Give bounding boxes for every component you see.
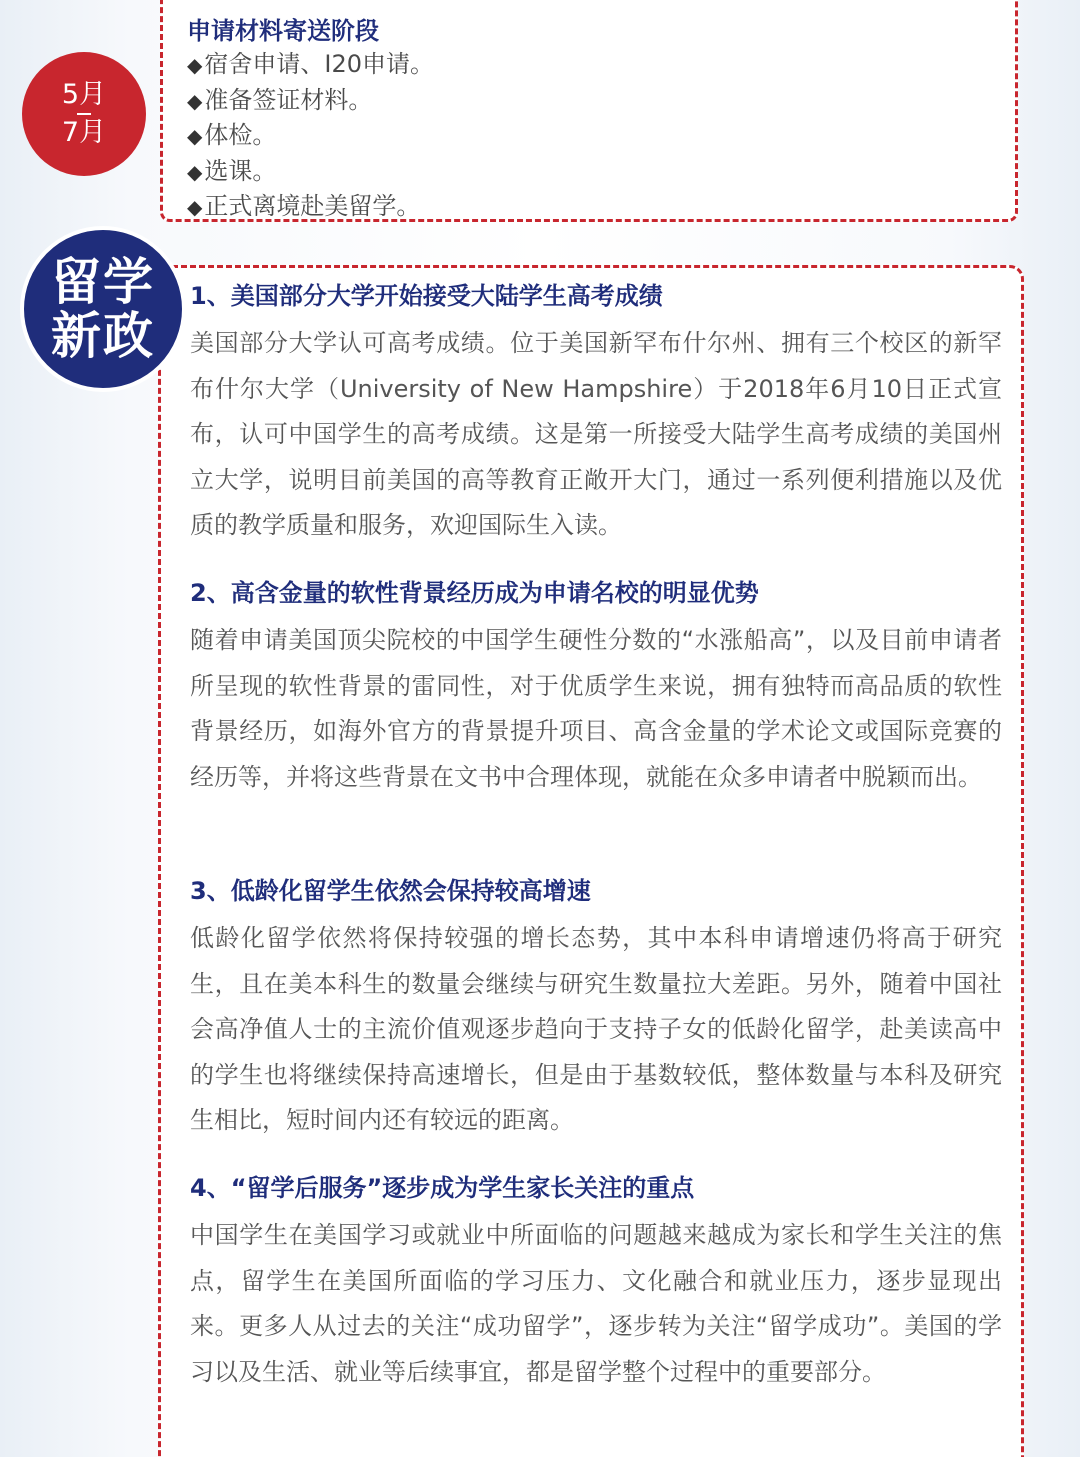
list-item-text: 宿舍申请、I20申请。	[204, 50, 435, 78]
list-item	[187, 154, 434, 190]
list-item	[187, 118, 434, 154]
policy-badge-line1: 留学	[51, 253, 155, 311]
list-item	[187, 47, 434, 83]
policy-badge	[20, 226, 186, 392]
section-body: 低龄化留学依然将保持较强的增长态势，其中本科申请增速仍将高于研究生，且在美本科生的数量会继续与研究生数量拉大差距。另外，随着中国社会高净值人士的主流价值观逐步趋向于支持子女的低龄化留学，赴美读高中的学生也将继续保持高速增长，但是由于基数较低，整体数量与本科及研究生相比，短时间内还有较远的距离。	[190, 924, 1002, 1135]
date-start: 5月	[61, 79, 107, 111]
diamond-bullet-icon: ◆	[187, 124, 203, 148]
section-title: 1、美国部分大学开始接受大陆学生高考成绩	[190, 282, 663, 310]
diamond-bullet-icon: ◆	[187, 88, 203, 113]
policy-badge-line2: 新政	[51, 307, 155, 365]
policy-section-3	[190, 874, 1002, 1144]
list-item-text: 准备签证材料。	[204, 85, 373, 114]
section-title: 3、低龄化留学生依然会保持较高增速	[190, 877, 591, 905]
section-title: 2、高含金量的软性背景经历成为申请名校的明显优势	[190, 579, 759, 607]
schedule-title: 申请材料寄送阶段	[187, 17, 379, 45]
section-body: 中国学生在美国学习或就业中所面临的问题越来越成为家长和学生关注的焦点，留学生在美国所面临的学习压力、文化融合和就业压力，逐步显现出来。更多人从过去的关注“成功留学”，逐步转为关注“留学成功”。美国的学习以及生活、就业等后续事宜，都是留学整个过程中的重要部分。	[190, 1221, 1002, 1386]
policy-section-4	[190, 1171, 1002, 1395]
diamond-bullet-icon: ◆	[187, 159, 203, 184]
schedule-box	[160, 0, 1018, 222]
list-item-text: 正式离境赴美留学。	[204, 192, 421, 220]
section-body: 美国部分大学认可高考成绩。位于美国新罕布什尔州、拥有三个校区的新罕布什尔大学（University of New Hampshire）于2018年6月10日正式宣布，认可中国学生的高考成绩。这是第一所接受大陆学生高考成绩的美国州立大学，说明目前美国的高等教育正敞开大门，通过一系列便利措施以及优质的教学质量和服务，欢迎国际生入读。	[190, 329, 1002, 540]
date-range-badge	[22, 52, 146, 176]
list-item-text: 体检。	[204, 121, 277, 149]
policy-section-1	[190, 279, 1002, 549]
section-body: 随着申请美国顶尖院校的中国学生硬性分数的“水涨船高”，以及目前申请者所呈现的软性背景的雷同性，对于优质学生来说，拥有独特而高品质的软性背景经历，如海外官方的背景提升项目、高含金量的学术论文或国际竞赛的经历等，并将这些背景在文书中合理体现，就能在众多申请者中脱颖而出。	[190, 626, 1002, 791]
list-item	[187, 189, 434, 225]
list-item	[187, 83, 434, 119]
diamond-bullet-icon: ◆	[187, 53, 203, 77]
section-title: 4、“留学后服务”逐步成为学生家长关注的重点	[190, 1174, 695, 1202]
policy-section-2	[190, 576, 1002, 800]
schedule-list	[187, 47, 434, 225]
list-item-text: 选课。	[204, 156, 277, 185]
diamond-bullet-icon: ◆	[187, 195, 203, 219]
date-divider	[77, 113, 91, 115]
date-end: 7月	[61, 116, 107, 148]
